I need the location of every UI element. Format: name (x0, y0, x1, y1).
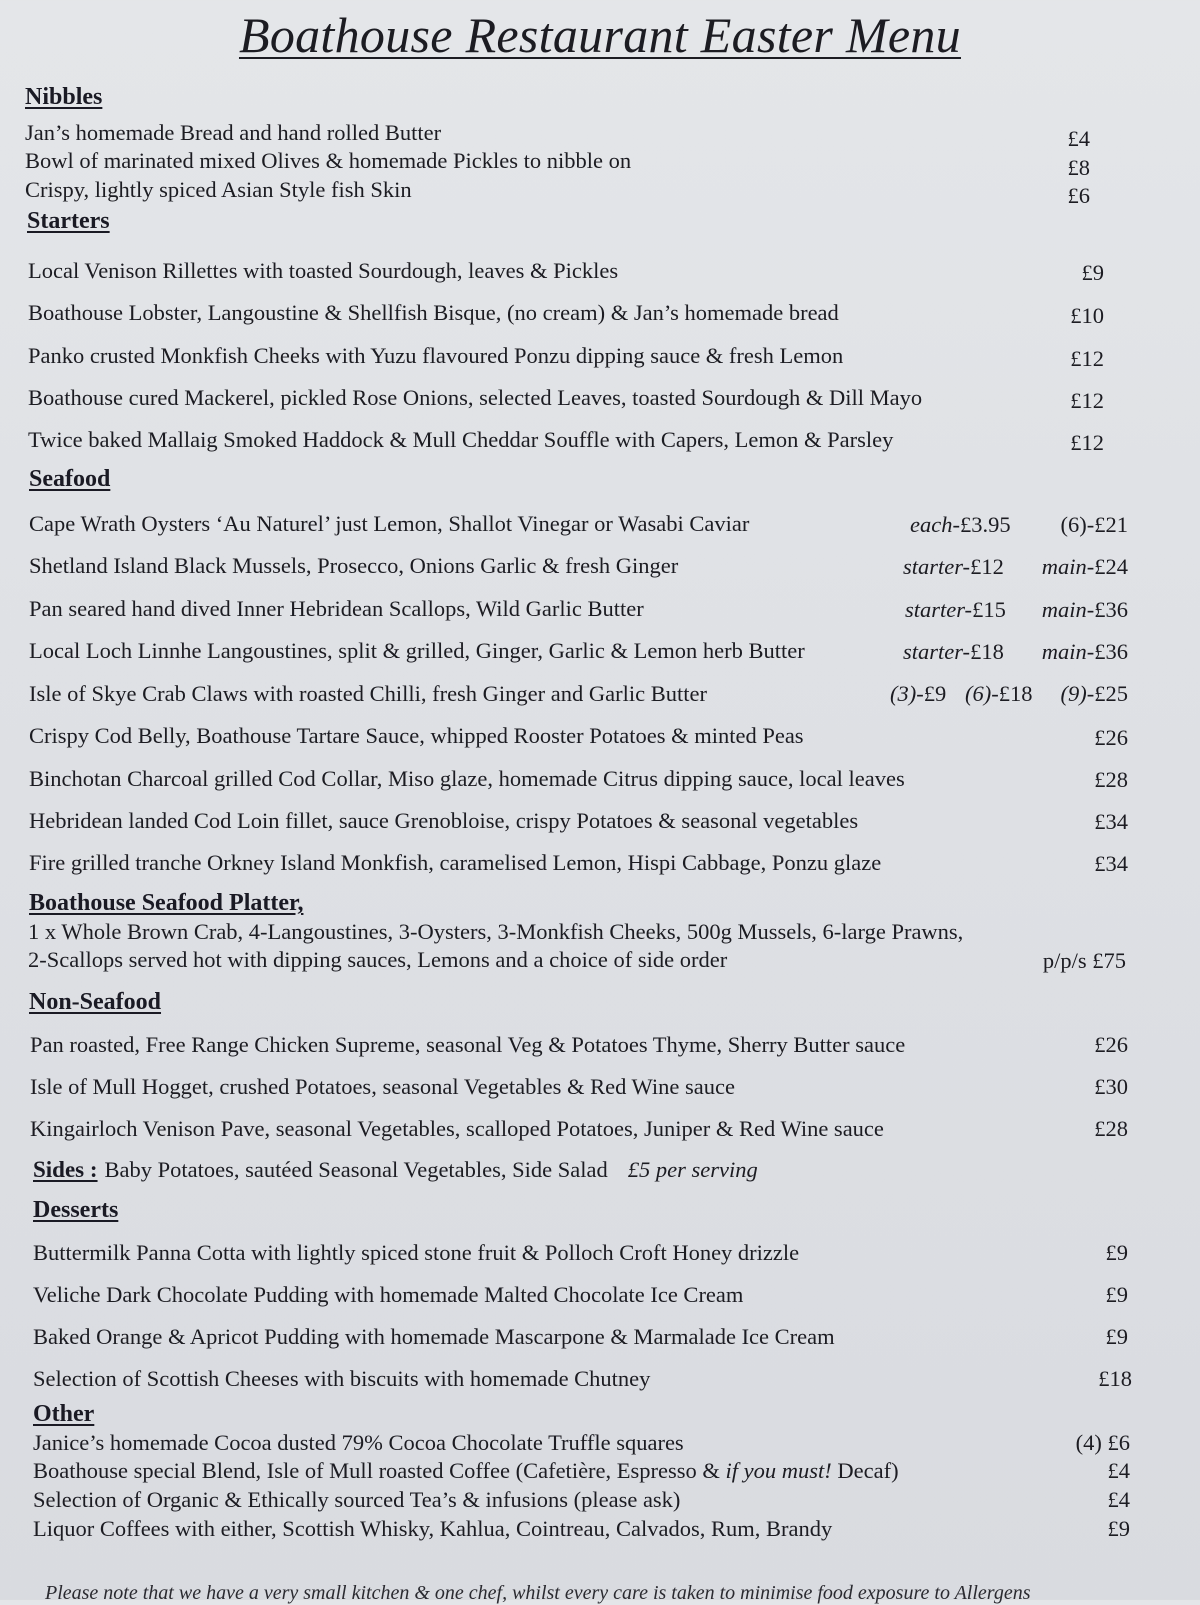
menu-item-name: Cape Wrath Oysters ‘Au Naturel’ just Lemon, Shallot Vinegar or Wasabi Caviar (29, 511, 750, 536)
menu-item-name: Janice’s homemade Cocoa dusted 79% Cocoa Chocolate Truffle squares (33, 1430, 684, 1455)
menu-item-price-starter: starter-£18 (903, 639, 1004, 664)
menu-item-name: Twice baked Mallaig Smoked Haddock & Mull Cheddar Souffle with Capers, Lemon & Parsley (28, 427, 894, 452)
section-heading-sides: Sides : (33, 1157, 98, 1182)
menu-item-name: Local Loch Linnhe Langoustines, split & grilled, Ginger, Garlic & Lemon herb Butter (29, 638, 805, 663)
menu-title: Boathouse Restaurant Easter Menu (238, 7, 961, 63)
menu-item-name: Baked Orange & Apricot Pudding with homemade Mascarpone & Marmalade Ice Cream (33, 1324, 835, 1349)
menu-item-price: £10 (1070, 303, 1104, 328)
menu-item-price-main: main-£36 (1041, 639, 1128, 664)
menu-item-price-main: main-£24 (1041, 554, 1128, 579)
menu-item-name: Crispy Cod Belly, Boathouse Tartare Sauce, whipped Rooster Potatoes & minted Peas (29, 723, 804, 748)
menu-item-price: £9 (1107, 1516, 1130, 1541)
menu-item-price: £26 (1094, 1032, 1128, 1057)
menu-item-price: £9 (1105, 1282, 1128, 1307)
menu-item-name: Selection of Scottish Cheeses with biscuits with homemade Chutney (33, 1366, 651, 1391)
menu-item-name: Boathouse Lobster, Langoustine & Shellfish Bisque, (no cream) & Jan’s homemade bread (28, 300, 839, 325)
menu-item-price-starter: starter-£15 (905, 597, 1006, 622)
section-heading-nibbles: Nibbles (25, 84, 103, 110)
menu-item-name: Crispy, lightly spiced Asian Style fish Skin (25, 177, 412, 202)
menu-item-name: Bowl of marinated mixed Olives & homemade Pickles to nibble on (25, 148, 632, 173)
menu-item-price-each: each-£3.95 (910, 512, 1011, 537)
menu-item-price: £28 (1094, 767, 1128, 792)
menu-item-name: Liquor Coffees with either, Scottish Whisky, Kahlua, Cointreau, Calvados, Rum, Brandy (33, 1516, 833, 1541)
menu-item-price: £4 (1107, 1458, 1130, 1483)
menu-item-price: £9 (1105, 1240, 1128, 1265)
menu-item-name: Shetland Island Black Mussels, Prosecco, Onions Garlic & fresh Ginger (29, 553, 679, 578)
menu-item-price-three: (3)-£9 (890, 681, 947, 706)
menu-item-price: £8 (1067, 155, 1090, 180)
menu-item-price: £9 (1105, 1324, 1128, 1349)
sides-line: Sides : Baby Potatoes, sautéed Seasonal Vegetables, Side Salad £5 per serving (33, 1157, 758, 1182)
platter-price: p/p/s £75 (1042, 948, 1126, 973)
menu-item-price-six: (6)-£18 (965, 681, 1033, 706)
menu-item-name: Boathouse special Blend, Isle of Mull roasted Coffee (Cafetière, Espresso & if you must! Decaf) (33, 1458, 899, 1483)
menu-item-name: Kingairloch Venison Pave, seasonal Vegetables, scalloped Potatoes, Juniper & Red Wine sauce (30, 1116, 884, 1141)
menu-item-name: Boathouse cured Mackerel, pickled Rose Onions, selected Leaves, toasted Sourdough & Dill Mayo (28, 385, 923, 410)
menu-item-price: £4 (1067, 126, 1090, 151)
menu-item-price-six: (6)-£21 (1060, 512, 1128, 537)
menu-item-name: Fire grilled tranche Orkney Island Monkfish, caramelised Lemon, Hispi Cabbage, Ponzu glaze (29, 850, 882, 875)
menu-item-price: £34 (1094, 851, 1128, 876)
menu-item-price: (4) £6 (1075, 1430, 1130, 1455)
menu-item-name: Veliche Dark Chocolate Pudding with homemade Malted Chocolate Ice Cream (33, 1282, 744, 1307)
menu-item-price: £9 (1081, 260, 1104, 285)
menu-item-name: Buttermilk Panna Cotta with lightly spiced stone fruit & Polloch Croft Honey drizzle (33, 1240, 800, 1265)
menu-item-name: Jan’s homemade Bread and hand rolled Butter (25, 120, 442, 145)
menu-item-price: £12 (1070, 346, 1104, 371)
menu-item-price-starter: starter-£12 (903, 554, 1004, 579)
allergen-footer-note: Please note that we have a very small kitchen & one chef, whilst every care is taken to minimise food exposure to Allergens (45, 1582, 1031, 1604)
menu-item-price: £12 (1070, 388, 1104, 413)
section-heading-seafood: Seafood (29, 466, 111, 492)
section-heading-platter: Boathouse Seafood Platter, (29, 890, 304, 916)
menu-item-price: £18 (1098, 1366, 1132, 1391)
menu-item-name: Local Venison Rillettes with toasted Sourdough, leaves & Pickles (28, 258, 619, 283)
menu-item-price: £30 (1094, 1074, 1128, 1099)
menu-item-name: Binchotan Charcoal grilled Cod Collar, Miso glaze, homemade Citrus dipping sauce, local leaves (29, 766, 905, 791)
section-heading-other: Other (33, 1401, 95, 1427)
menu-item-price-main: main-£36 (1041, 597, 1128, 622)
menu-item-name: Isle of Skye Crab Claws with roasted Chilli, fresh Ginger and Garlic Butter (29, 681, 707, 706)
menu-item-price-nine: (9)-£25 (1060, 681, 1128, 706)
platter-description-line-1: 1 x Whole Brown Crab, 4-Langoustines, 3-Oysters, 3-Monkfish Cheeks, 500g Mussels, 6-large Prawns, (28, 919, 964, 944)
section-heading-starters: Starters (27, 208, 110, 234)
menu-item-name: Hebridean landed Cod Loin fillet, sauce Grenobloise, crispy Potatoes & seasonal vegetables (29, 808, 859, 833)
menu-item-name: Pan roasted, Free Range Chicken Supreme, seasonal Veg & Potatoes Thyme, Sherry Butter sauce (30, 1032, 906, 1057)
menu-item-name: Panko crusted Monkfish Cheeks with Yuzu flavoured Ponzu dipping sauce & fresh Lemon (28, 343, 844, 368)
menu-item-price: £26 (1094, 725, 1128, 750)
menu-item-name: Selection of Organic & Ethically sourced Tea’s & infusions (please ask) (33, 1487, 681, 1512)
menu-item-price: £28 (1094, 1116, 1128, 1141)
platter-description-line-2: 2-Scallops served hot with dipping sauces, Lemons and a choice of side order (28, 947, 728, 972)
menu-item-name: Pan seared hand dived Inner Hebridean Scallops, Wild Garlic Butter (29, 596, 644, 621)
menu-item-price: £4 (1107, 1487, 1130, 1512)
menu-item-name: Isle of Mull Hogget, crushed Potatoes, seasonal Vegetables & Red Wine sauce (30, 1074, 735, 1099)
section-heading-desserts: Desserts (33, 1197, 119, 1223)
section-heading-non-seafood: Non-Seafood (29, 989, 162, 1015)
menu-item-price: £6 (1067, 183, 1090, 208)
menu-item-price: £12 (1070, 430, 1104, 455)
menu-item-price: £34 (1094, 809, 1128, 834)
